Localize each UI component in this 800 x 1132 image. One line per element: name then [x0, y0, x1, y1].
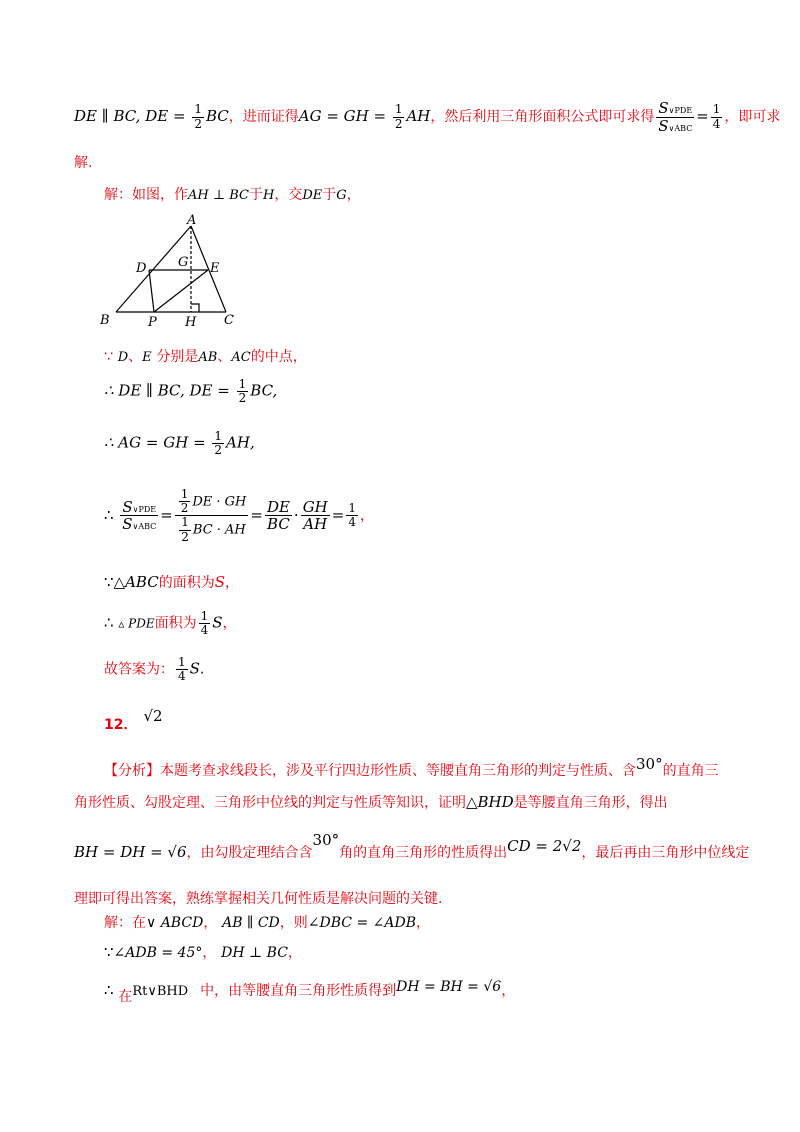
analysis-12-line-3: BH = DH = √6，由勾股定理结合含30°角的直角三角形的性质得出CD = 2√2，最后再由三角形中位线定 — [74, 831, 750, 861]
analysis-12-line-2: 角形性质、勾股定理、三角形中位线的判定与性质等知识，证明△BHD是等腰直角三角形，得出 — [74, 793, 668, 811]
ah-text: AH — [406, 107, 431, 125]
analysis-line-1 — [74, 100, 780, 134]
side-ac — [191, 226, 226, 312]
solution-12-line-2: ∵∠ADB = 45°， DH ⊥ BC， — [104, 943, 302, 961]
fraction-half-2: $\frac{1}{2}$ — [394, 102, 403, 131]
bc-text: BC — [205, 107, 229, 125]
label-b: B — [100, 313, 110, 328]
de-parallel-bc: DE ∥ BC, DE = — [74, 107, 191, 125]
solution-line-2: ∵ D、E 分别是AB、AC的中点， — [104, 349, 307, 365]
solution-12-line-3: ∴ 在Rt∨BHD 中，由等腰直角三角形性质得到DH = BH = √6， — [104, 979, 516, 1005]
label-e: E — [210, 261, 220, 276]
label-c: C — [224, 313, 234, 328]
text-segment: ，然后利用三角形面积公式即可求得 — [430, 109, 655, 125]
analysis-12-line-4: 理即可得出答案，熟练掌握相关几何性质是解决问题的关键. — [74, 891, 443, 907]
triangle-figure — [96, 210, 246, 330]
analysis-line-2: 解. — [74, 155, 93, 171]
label-g: G — [178, 255, 189, 270]
area-ratio: $\frac{\text{S∨PDE}}{\text{S∨ABC}}$ — [658, 99, 693, 135]
solution-line-4: ∴ AG = GH = $\frac{1}{2}$ AH, — [104, 429, 255, 458]
segment-pe — [154, 270, 208, 312]
ag-gh-expr: AG = GH = — [298, 107, 391, 125]
fraction-half: $\frac{1}{2}$ — [194, 102, 202, 131]
label-d: D — [136, 261, 147, 276]
answer-line: 故答案为： $\frac{1}{4}$ S. — [104, 655, 205, 684]
solution-line-6: ∵△ABC的面积为S， — [104, 573, 239, 591]
analysis-12-line-1: 【分析】本题考查求线段长，涉及平行四边形性质、等腰直角三角形的判定与性质、含30°的直角三 — [104, 755, 719, 779]
solution-line-5: ∴ $\frac{\text{S∨PDE}}{\text{S∨ABC}}$ = $\frac{1}{2}$ DE · GH $\frac{1}{2}$ BC · AH = $\frac{DE}{BC}$ · $\frac{GH}{AH}$ = $\frac{1}{4}$ ， — [104, 487, 374, 544]
fraction-quarter: $\frac{1}{4}$ — [712, 102, 721, 131]
question-12: 12． √2 — [104, 707, 163, 733]
label-h: H — [185, 315, 197, 330]
segment-dp — [149, 270, 154, 312]
solution-line-1: 解：如图，作AH ⊥ BC于H，交DE于G， — [104, 187, 361, 203]
equals: = — [696, 107, 709, 125]
solution-12-line-1: 解：在∨ ABCD， AB ∥ CD，则∠DBC = ∠ADB， — [104, 915, 430, 931]
label-a: A — [187, 213, 197, 228]
solution-line-7: ∴ ▵ PDE面积为 $\frac{1}{4}$ S， — [104, 609, 237, 638]
right-angle-mark — [191, 304, 199, 312]
solution-line-3: ∴ DE ∥ BC, DE = $\frac{1}{2}$ BC, — [104, 377, 278, 406]
label-p: P — [148, 315, 157, 330]
text-segment: ，即可求 — [724, 109, 781, 125]
text-segment: ，进而证得 — [228, 109, 299, 125]
